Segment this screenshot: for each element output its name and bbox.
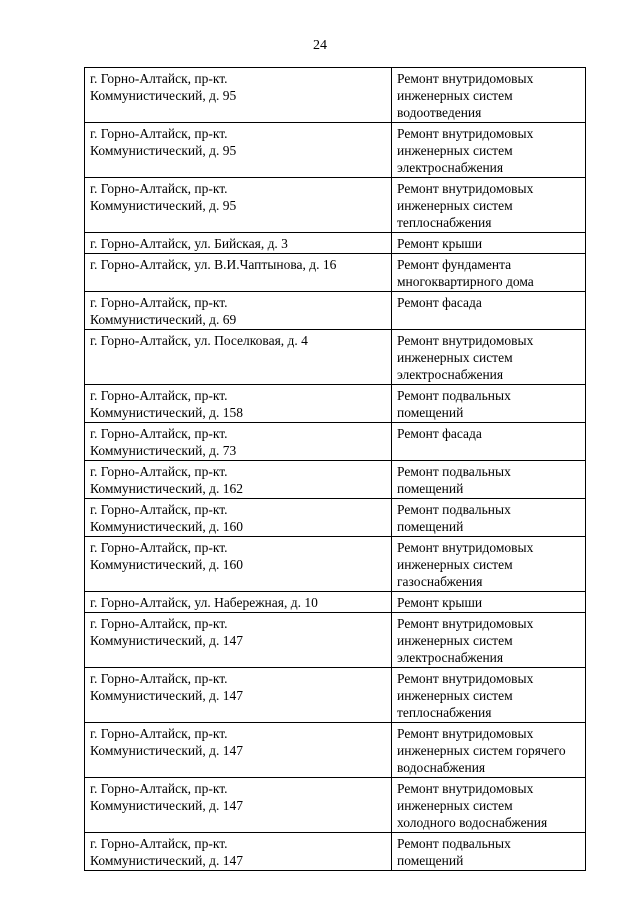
page-number: 24	[313, 38, 327, 53]
address-cell: г. Горно-Алтайск, пр-кт. Коммунистический, д. 95	[85, 68, 392, 123]
work-type-cell: Ремонт внутридомовых инженерных систем теплоснабжения	[392, 178, 586, 233]
address-cell: г. Горно-Алтайск, ул. Набережная, д. 10	[85, 592, 392, 613]
work-type-cell: Ремонт фундамента многоквартирного дома	[392, 254, 586, 292]
address-cell: г. Горно-Алтайск, пр-кт. Коммунистический, д. 69	[85, 292, 392, 330]
address-cell: г. Горно-Алтайск, ул. В.И.Чаптынова, д. 16	[85, 254, 392, 292]
address-cell: г. Горно-Алтайск, пр-кт. Коммунистический, д. 95	[85, 178, 392, 233]
table-row	[85, 537, 586, 592]
work-type-cell: Ремонт подвальных помещений	[392, 499, 586, 537]
address-cell: г. Горно-Алтайск, пр-кт. Коммунистический, д. 160	[85, 499, 392, 537]
work-type-cell: Ремонт внутридомовых инженерных систем электроснабжения	[392, 330, 586, 385]
work-type-cell: Ремонт внутридомовых инженерных систем горячего водоснабжения	[392, 723, 586, 778]
table-row	[85, 833, 586, 871]
work-type-cell: Ремонт внутридомовых инженерных систем водоотведения	[392, 68, 586, 123]
work-type-cell: Ремонт внутридомовых инженерных систем теплоснабжения	[392, 668, 586, 723]
address-cell: г. Горно-Алтайск, пр-кт. Коммунистический, д. 73	[85, 423, 392, 461]
table-row	[85, 461, 586, 499]
address-cell: г. Горно-Алтайск, пр-кт. Коммунистический, д. 95	[85, 123, 392, 178]
table-row	[85, 423, 586, 461]
address-cell: г. Горно-Алтайск, пр-кт. Коммунистический, д. 147	[85, 723, 392, 778]
work-type-cell: Ремонт крыши	[392, 592, 586, 613]
work-type-cell: Ремонт внутридомовых инженерных систем газоснабжения	[392, 537, 586, 592]
work-type-cell: Ремонт фасада	[392, 292, 586, 330]
address-cell: г. Горно-Алтайск, ул. Бийская, д. 3	[85, 233, 392, 254]
work-type-cell: Ремонт фасада	[392, 423, 586, 461]
table-row	[85, 123, 586, 178]
work-type-cell: Ремонт подвальных помещений	[392, 833, 586, 871]
work-type-cell: Ремонт подвальных помещений	[392, 461, 586, 499]
table-row	[85, 778, 586, 833]
address-cell: г. Горно-Алтайск, пр-кт. Коммунистический, д. 162	[85, 461, 392, 499]
work-type-cell: Ремонт подвальных помещений	[392, 385, 586, 423]
address-cell: г. Горно-Алтайск, пр-кт. Коммунистический, д. 147	[85, 833, 392, 871]
table-row	[85, 613, 586, 668]
address-cell: г. Горно-Алтайск, пр-кт. Коммунистический, д. 158	[85, 385, 392, 423]
work-type-cell: Ремонт внутридомовых инженерных систем электроснабжения	[392, 123, 586, 178]
address-cell: г. Горно-Алтайск, пр-кт. Коммунистический, д. 147	[85, 778, 392, 833]
table-row	[85, 668, 586, 723]
table-row	[85, 178, 586, 233]
address-cell: г. Горно-Алтайск, пр-кт. Коммунистический, д. 160	[85, 537, 392, 592]
work-type-cell: Ремонт крыши	[392, 233, 586, 254]
table-row	[85, 233, 586, 254]
table-row	[85, 292, 586, 330]
table-row	[85, 723, 586, 778]
work-type-cell: Ремонт внутридомовых инженерных систем электроснабжения	[392, 613, 586, 668]
address-cell: г. Горно-Алтайск, ул. Поселковая, д. 4	[85, 330, 392, 385]
table-row	[85, 592, 586, 613]
table-row	[85, 385, 586, 423]
repair-works-table	[84, 67, 586, 871]
table-row	[85, 68, 586, 123]
table-row	[85, 499, 586, 537]
work-type-cell: Ремонт внутридомовых инженерных систем холодного водоснабжения	[392, 778, 586, 833]
address-cell: г. Горно-Алтайск, пр-кт. Коммунистический, д. 147	[85, 613, 392, 668]
table-row	[85, 330, 586, 385]
table-row	[85, 254, 586, 292]
address-cell: г. Горно-Алтайск, пр-кт. Коммунистический, д. 147	[85, 668, 392, 723]
